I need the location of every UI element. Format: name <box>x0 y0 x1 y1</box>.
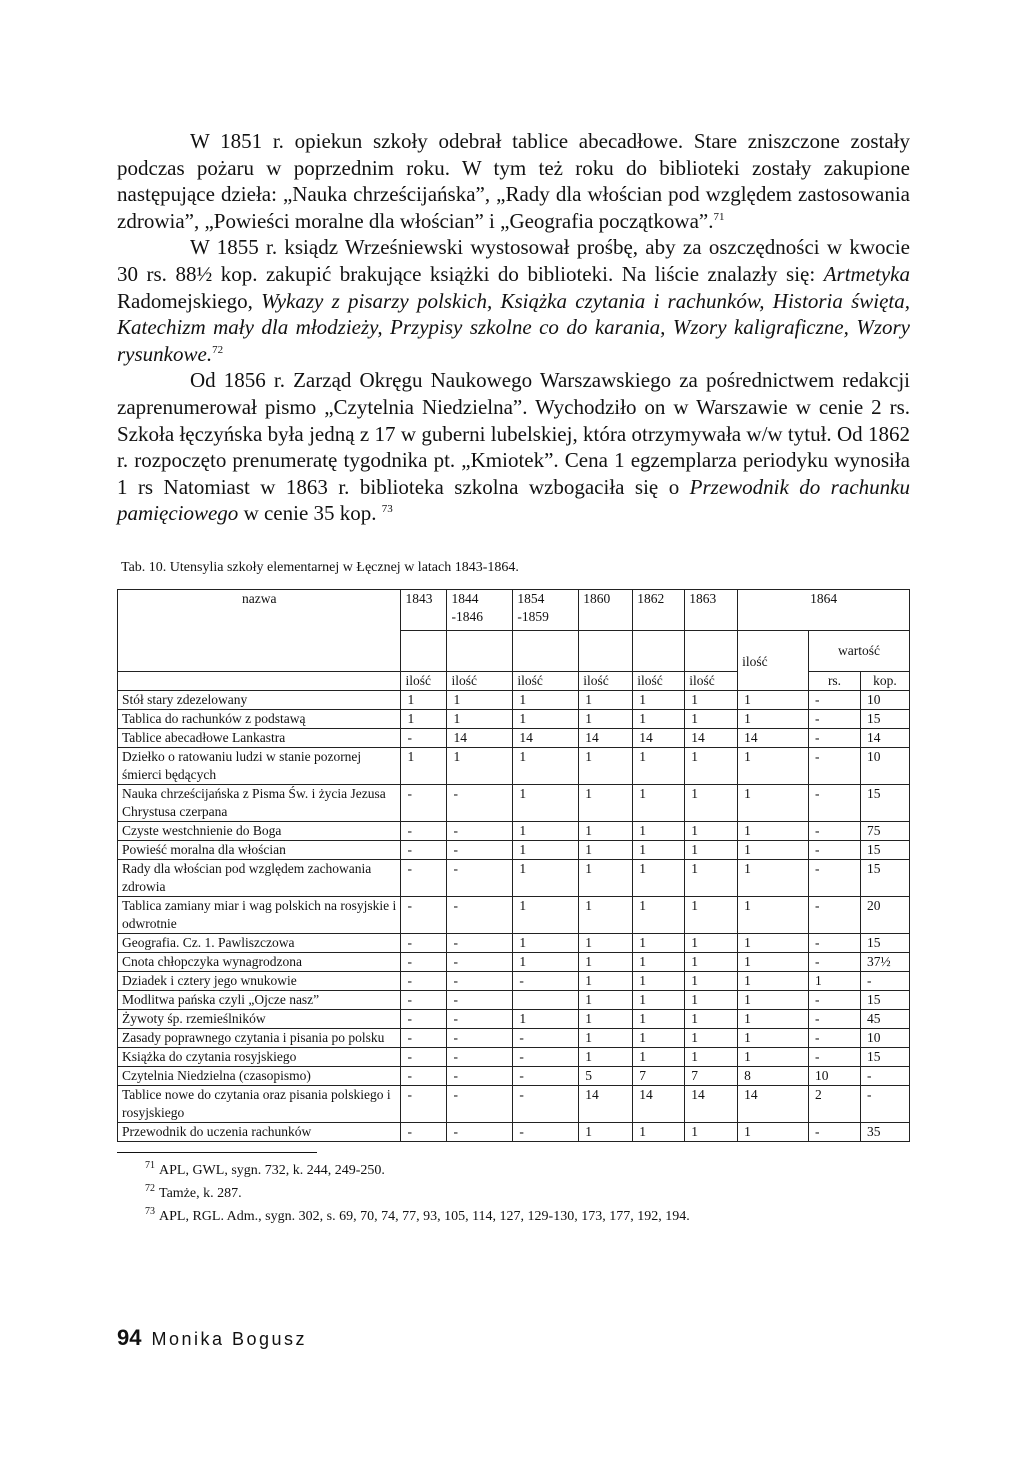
cell-value: - <box>809 709 861 728</box>
cell-value: 1 <box>513 933 579 952</box>
cell-value: 1 <box>685 952 738 971</box>
cell-value: 14 <box>513 728 579 747</box>
cell-value: 1 <box>633 747 685 784</box>
paragraph-1851 <box>117 128 910 234</box>
cell-name: Tablice abecadłowe Lankastra <box>118 728 401 747</box>
table-row <box>118 747 910 784</box>
cell-value: 1 <box>401 709 447 728</box>
cell-value: 1 <box>809 971 861 990</box>
cell-name: Cnota chłopczyka wynagrodzona <box>118 952 401 971</box>
cell-value: 1 <box>447 747 513 784</box>
cell-value: 1 <box>738 821 809 840</box>
cell-name: Tablica zamiany miar i wag polskich na rosyjskie i odwrotnie <box>118 896 401 933</box>
table-row <box>118 840 910 859</box>
cell-value: 1 <box>685 990 738 1009</box>
header-empty <box>633 630 685 671</box>
cell-value: - <box>513 1028 579 1047</box>
header-nazwa: nazwa <box>118 589 401 671</box>
cell-value: - <box>401 859 447 896</box>
italic-title: Przewodnik do rachunku pamięciowego <box>117 474 910 526</box>
cell-value: - <box>860 971 909 990</box>
cell-value: 1 <box>579 747 633 784</box>
cell-name: Czytelnia Niedzielna (czasopismo) <box>118 1066 401 1085</box>
cell-value: - <box>401 896 447 933</box>
cell-value: 1 <box>513 709 579 728</box>
paragraph-text: Od 1856 r. Zarząd Okręgu Naukowego Warszawskiego za pośrednictwem redakcji zaprenumerował pismo „Czytelnia Niedzielna”. Wychodziło on w Warszawie w cenie 2 rs. Szkoła łęczyńska była jedną z 17 w guberni lubelskiej, która otrzymywała w/w tytuł. Od 1862 r. rozpoczęto prenumeratę tygodnika pt. „Kmiotek”. Cena 1 egzemplarza periodyku wynosiła 1 rs Natomiast w 1863 r. biblioteka szkolna wzbogaciła się o <box>117 368 910 499</box>
cell-value: 1 <box>513 1009 579 1028</box>
header-1863: 1863 <box>685 589 738 630</box>
cell-value: 1 <box>685 933 738 952</box>
cell-value: 20 <box>860 896 909 933</box>
cell-value: 1 <box>738 690 809 709</box>
header-1843: 1843 <box>401 589 447 630</box>
cell-value: - <box>809 859 861 896</box>
header-rs: rs. <box>809 671 861 690</box>
cell-value: 15 <box>860 784 909 821</box>
table-row <box>118 784 910 821</box>
cell-name: Tablice nowe do czytania oraz pisania polskiego i rosyjskiego <box>118 1085 401 1122</box>
cell-value: 1 <box>738 1009 809 1028</box>
cell-value: - <box>447 1122 513 1141</box>
cell-value: 14 <box>738 1085 809 1122</box>
cell-value: - <box>401 728 447 747</box>
cell-value: - <box>401 784 447 821</box>
cell-name: Tablica do rachunków z podstawą <box>118 709 401 728</box>
cell-value: 10 <box>809 1066 861 1085</box>
cell-value: - <box>447 896 513 933</box>
cell-value: 1 <box>738 933 809 952</box>
cell-value: 15 <box>860 709 909 728</box>
cell-value: 1 <box>633 952 685 971</box>
table-row <box>118 971 910 990</box>
cell-value: 1 <box>738 1047 809 1066</box>
cell-value: 1 <box>738 1122 809 1141</box>
header-empty <box>579 630 633 671</box>
table-row <box>118 1009 910 1028</box>
cell-value: - <box>447 1028 513 1047</box>
italic-title: Artmetyka <box>823 261 910 286</box>
table-row <box>118 1122 910 1141</box>
table-row <box>118 1085 910 1122</box>
header-empty <box>738 671 809 690</box>
footnote-separator <box>117 1152 317 1153</box>
cell-value: 1 <box>633 709 685 728</box>
cell-value: 1 <box>633 896 685 933</box>
cell-value: 14 <box>738 728 809 747</box>
cell-value: - <box>401 990 447 1009</box>
author-name: Monika Bogusz <box>151 1329 308 1349</box>
cell-value: - <box>809 821 861 840</box>
footnote-number: 71 <box>145 1160 155 1172</box>
paragraph-text: W 1855 r. ksiądz Wrześniewski wystosował prośbę, aby za oszczędności w kwocie 30 rs. 88½ kop. zakupić brakujące książki do biblioteki. Na liście znalazły się: <box>117 235 910 286</box>
cell-value: - <box>809 840 861 859</box>
cell-value <box>513 990 579 1009</box>
cell-value: 7 <box>633 1066 685 1085</box>
cell-value: - <box>809 1009 861 1028</box>
header-ilosc: ilość <box>401 671 447 690</box>
page-number: 94 <box>117 1325 142 1350</box>
footnote <box>117 1182 910 1205</box>
cell-name: Przewodnik do uczenia rachunków <box>118 1122 401 1141</box>
table-row <box>118 728 910 747</box>
page-footer <box>117 1325 307 1351</box>
cell-value: 1 <box>579 690 633 709</box>
cell-name: Geografia. Cz. 1. Pawliszczowa <box>118 933 401 952</box>
cell-value: 15 <box>860 933 909 952</box>
cell-name: Dziełko o ratowaniu ludzi w stanie pozornej śmierci będących <box>118 747 401 784</box>
cell-value: 1 <box>633 840 685 859</box>
cell-value: 1 <box>633 690 685 709</box>
cell-name: Czyste westchnienie do Boga <box>118 821 401 840</box>
cell-value: 1 <box>579 709 633 728</box>
cell-value: - <box>447 1009 513 1028</box>
header-empty <box>118 671 401 690</box>
cell-value: 1 <box>738 971 809 990</box>
table-row <box>118 821 910 840</box>
cell-value: 1 <box>738 859 809 896</box>
cell-value: 1 <box>738 896 809 933</box>
footnote-number: 72 <box>145 1183 155 1195</box>
header-kop: kop. <box>860 671 909 690</box>
page-body <box>117 128 910 1228</box>
cell-value: 1 <box>685 784 738 821</box>
table-row <box>118 1066 910 1085</box>
footnote-text: Tamże, k. 287. <box>159 1185 242 1201</box>
cell-value: - <box>401 933 447 952</box>
table-row <box>118 690 910 709</box>
footnote-ref: 72 <box>212 343 224 356</box>
cell-value: - <box>513 971 579 990</box>
cell-value: - <box>860 1066 909 1085</box>
header-empty <box>447 630 513 671</box>
footnotes <box>117 1159 910 1228</box>
cell-value: 5 <box>579 1066 633 1085</box>
table-row <box>118 859 910 896</box>
paragraph-1856 <box>117 367 910 527</box>
cell-value: 1 <box>513 859 579 896</box>
cell-value: 1 <box>738 952 809 971</box>
cell-value: 1 <box>579 821 633 840</box>
cell-value: 1 <box>738 784 809 821</box>
cell-value: - <box>447 821 513 840</box>
cell-value: 1 <box>447 709 513 728</box>
paragraph-1855 <box>117 234 910 367</box>
table-row <box>118 952 910 971</box>
cell-value: - <box>809 747 861 784</box>
cell-value: 1 <box>633 784 685 821</box>
cell-value: - <box>401 1047 447 1066</box>
cell-value: 14 <box>579 1085 633 1122</box>
cell-value: - <box>401 952 447 971</box>
footnote-text: APL, RGL. Adm., sygn. 302, s. 69, 70, 74, 77, 93, 105, 114, 127, 129-130, 173, 177, 192, 194. <box>159 1208 690 1224</box>
table-row <box>118 896 910 933</box>
cell-value: 1 <box>685 821 738 840</box>
cell-value: - <box>513 1085 579 1122</box>
table-row <box>118 1028 910 1047</box>
cell-value: - <box>447 1066 513 1085</box>
header-1864: 1864 <box>738 589 910 630</box>
table-row <box>118 1047 910 1066</box>
cell-value: 1 <box>738 709 809 728</box>
cell-value: 1 <box>513 821 579 840</box>
cell-value: - <box>401 1009 447 1028</box>
cell-value: - <box>513 1047 579 1066</box>
cell-value: - <box>447 952 513 971</box>
cell-value: - <box>809 690 861 709</box>
cell-value: 10 <box>860 690 909 709</box>
cell-value: 75 <box>860 821 909 840</box>
cell-value: 1 <box>513 690 579 709</box>
cell-value: - <box>401 821 447 840</box>
header-ilosc: ilość <box>579 671 633 690</box>
cell-value: - <box>809 1047 861 1066</box>
cell-value: 14 <box>633 1085 685 1122</box>
table-row <box>118 990 910 1009</box>
table-row <box>118 709 910 728</box>
cell-value: - <box>401 1066 447 1085</box>
cell-value: 1 <box>513 952 579 971</box>
cell-value: 35 <box>860 1122 909 1141</box>
cell-value: 1 <box>633 1009 685 1028</box>
table-caption: Tab. 10. Utensylia szkoły elementarnej w Łęcznej w latach 1843-1864. <box>121 559 519 575</box>
header-ilosc: ilość <box>513 671 579 690</box>
cell-value: - <box>809 990 861 1009</box>
header-1860: 1860 <box>579 589 633 630</box>
footnote-ref: 73 <box>381 503 393 516</box>
cell-value: - <box>809 1122 861 1141</box>
cell-value: 1 <box>401 747 447 784</box>
cell-value: 14 <box>685 1085 738 1122</box>
cell-value: 1 <box>579 933 633 952</box>
cell-value: 1 <box>579 840 633 859</box>
cell-name: Rady dla włościan pod względem zachowania zdrowia <box>118 859 401 896</box>
cell-value: 15 <box>860 859 909 896</box>
header-ilosc: ilość <box>685 671 738 690</box>
cell-name: Książka do czytania rosyjskiego <box>118 1047 401 1066</box>
cell-name: Modlitwa pańska czyli „Ojcze nasz” <box>118 990 401 1009</box>
cell-value: 1 <box>579 990 633 1009</box>
cell-value: 1 <box>633 1028 685 1047</box>
paragraph-text: w cenie 35 kop. <box>238 501 377 526</box>
cell-value: 1 <box>579 952 633 971</box>
cell-value: - <box>401 1028 447 1047</box>
cell-value: 1 <box>738 747 809 784</box>
cell-value: 1 <box>579 1122 633 1141</box>
cell-value: - <box>447 990 513 1009</box>
cell-value: 1 <box>513 784 579 821</box>
cell-value: 2 <box>809 1085 861 1122</box>
header-empty <box>685 630 738 671</box>
cell-value: - <box>809 784 861 821</box>
cell-value: 1 <box>685 1047 738 1066</box>
footnote-number: 73 <box>145 1206 155 1218</box>
cell-value: 14 <box>579 728 633 747</box>
cell-value: 1 <box>685 1009 738 1028</box>
main-text <box>117 128 910 527</box>
cell-value: 1 <box>685 690 738 709</box>
cell-value: 1 <box>685 840 738 859</box>
cell-value: - <box>809 1028 861 1047</box>
cell-value: - <box>447 971 513 990</box>
cell-value: 1 <box>633 1122 685 1141</box>
cell-value: 1 <box>579 896 633 933</box>
cell-value: - <box>809 896 861 933</box>
cell-name: Stół stary zdezelowany <box>118 690 401 709</box>
cell-value: 1 <box>513 896 579 933</box>
cell-value: 1 <box>633 990 685 1009</box>
cell-value: 1 <box>738 840 809 859</box>
cell-name: Nauka chrześcijańska z Pisma Św. i życia Jezusa Chrystusa czerpana <box>118 784 401 821</box>
cell-value: 1 <box>579 1028 633 1047</box>
cell-value: 1 <box>685 709 738 728</box>
cell-name: Dziadek i cztery jego wnukowie <box>118 971 401 990</box>
cell-value: 1 <box>579 1047 633 1066</box>
cell-value: 14 <box>685 728 738 747</box>
cell-name: Zasady poprawnego czytania i pisania po polsku <box>118 1028 401 1047</box>
cell-value: - <box>401 1122 447 1141</box>
cell-value: 45 <box>860 1009 909 1028</box>
italic-title: Wykazy z pisarzy polskich, Książka czytania i rachunków, Historia święta, Katechizm mały dla młodzieży, Przypisy szkolne co do karania, Wzory kaligraficzne, Wzory rysunkowe. <box>117 288 910 366</box>
cell-value: - <box>447 859 513 896</box>
cell-value: - <box>809 952 861 971</box>
cell-value: - <box>513 1066 579 1085</box>
footnote-text: APL, GWL, sygn. 732, k. 244, 249-250. <box>159 1162 385 1178</box>
cell-value: - <box>447 1047 513 1066</box>
header-wartosc: wartość <box>809 630 910 671</box>
cell-value: 14 <box>633 728 685 747</box>
cell-value: 1 <box>685 1028 738 1047</box>
cell-value: 1 <box>633 821 685 840</box>
cell-value: 15 <box>860 1047 909 1066</box>
cell-name: Żywoty śp. rzemieślników <box>118 1009 401 1028</box>
cell-value: 1 <box>738 990 809 1009</box>
header-empty <box>401 630 447 671</box>
table-body <box>118 690 910 1141</box>
cell-value: 7 <box>685 1066 738 1085</box>
cell-value: 1 <box>513 747 579 784</box>
cell-value: - <box>513 1122 579 1141</box>
cell-value: - <box>447 1085 513 1122</box>
cell-value: 1 <box>685 859 738 896</box>
cell-value: - <box>447 840 513 859</box>
cell-value: - <box>447 784 513 821</box>
header-empty <box>513 630 579 671</box>
cell-value: - <box>401 1085 447 1122</box>
cell-value: 15 <box>860 840 909 859</box>
header-1854: 1854 -1859 <box>513 589 579 630</box>
cell-value: 10 <box>860 747 909 784</box>
cell-value: 1 <box>685 1122 738 1141</box>
cell-value: 1 <box>685 971 738 990</box>
cell-value: - <box>401 971 447 990</box>
cell-value: 1 <box>633 971 685 990</box>
header-ilosc: ilość <box>447 671 513 690</box>
header-ilosc: ilość <box>633 671 685 690</box>
cell-value: 1 <box>685 896 738 933</box>
cell-name: Powieść moralna dla włościan <box>118 840 401 859</box>
cell-value: 37½ <box>860 952 909 971</box>
cell-value: - <box>401 840 447 859</box>
cell-value: 1 <box>633 859 685 896</box>
footnote <box>117 1205 910 1228</box>
cell-value: 1 <box>579 1009 633 1028</box>
cell-value: 14 <box>860 728 909 747</box>
footnote-ref: 71 <box>713 210 725 223</box>
utensils-table <box>117 589 910 1142</box>
header-1862: 1862 <box>633 589 685 630</box>
cell-value: 1 <box>685 747 738 784</box>
cell-value: - <box>447 933 513 952</box>
table-row <box>118 933 910 952</box>
cell-value: 1 <box>633 1047 685 1066</box>
cell-value: 1 <box>738 1028 809 1047</box>
paragraph-text: W 1851 r. opiekun szkoły odebrał tablice abecadłowe. Stare zniszczone zostały podczas pożaru w poprzednim roku. W tym też roku do biblioteki zostały zakupione następujące dzieła: „Nauka chrześcijańska”, „Rady dla włościan pod względem zastosowania zdrowia”, „Powieści moralne dla włościan” i „Geografia początkowa”. <box>117 129 910 233</box>
cell-value: 14 <box>447 728 513 747</box>
footnote <box>117 1159 910 1182</box>
cell-value: - <box>809 933 861 952</box>
header-ilosc-1864: ilość <box>738 630 809 671</box>
cell-value: 1 <box>579 859 633 896</box>
cell-value: - <box>860 1085 909 1122</box>
cell-value: 8 <box>738 1066 809 1085</box>
cell-value: 10 <box>860 1028 909 1047</box>
cell-value: 1 <box>447 690 513 709</box>
cell-value: - <box>809 728 861 747</box>
paragraph-text: Radomejskiego, <box>117 288 262 313</box>
cell-value: 1 <box>579 971 633 990</box>
cell-value: 1 <box>401 690 447 709</box>
cell-value: 1 <box>633 933 685 952</box>
header-1844: 1844 -1846 <box>447 589 513 630</box>
cell-value: 15 <box>860 990 909 1009</box>
cell-value: 1 <box>513 840 579 859</box>
cell-value: 1 <box>579 784 633 821</box>
